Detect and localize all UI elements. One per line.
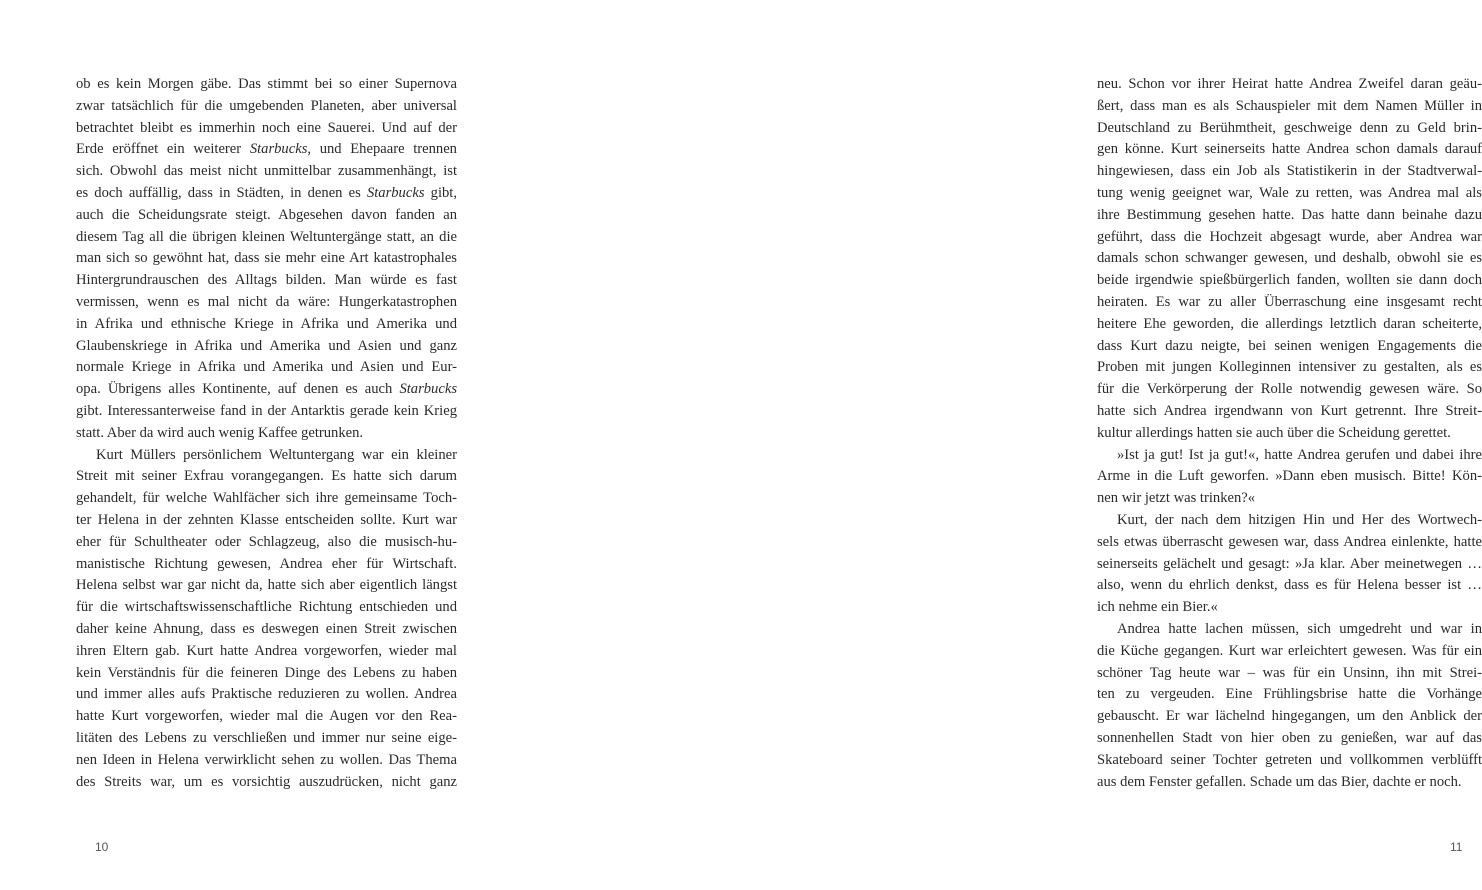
text-line: sich. Obwohl das meist nicht unmittelbar zusammenhängt, ist [76,163,457,180]
text-line: tung wenig geeignet war, Wale zu retten, was Andrea mal als [1097,184,1482,201]
text-line: zwar tatsächlich für die umgebenden Planeten, aber universal [76,97,457,114]
text-line: sonnenhellen Stadt von hier oben zu genießen, war auf das [1097,729,1482,746]
text-line: hatte Kurt vorgeworfen, wieder mal die Augen vor den Rea- [76,708,457,725]
text-line: und immer alles aufs Praktische reduzieren zu wollen. Andrea [76,686,457,703]
text-line: vermissen, wenn es mal nicht da wäre: Hungerkatastrophen [76,293,457,310]
text-line: ter Helena in der zehnten Klasse entscheiden sollte. Kurt war [76,511,457,528]
text-line: eher für Schultheater oder Schlagzeug, also die musisch-hu- [76,533,457,550]
text-line: für die wirtschaftswissenschaftliche Richtung entschieden und [76,599,457,616]
right-page-text [1097,74,1482,793]
text-line: gebauscht. Er war lächelnd hingegangen, um den Anblick der [1097,708,1482,725]
text-line: schöner Tag heute war – was für ein Unsinn, ihn mit Strei- [1097,664,1482,681]
text-line: ihre Bestimmung gesehen hatte. Das hatte dann beinahe dazu [1097,206,1482,223]
text-line: Proben mit jungen Kolleginnen intensiver zu gestalten, als es [1097,359,1482,376]
text-line: es doch auffällig, dass in Städten, in denen es Starbucks gibt, [76,184,457,201]
text-line: damals schon schwanger gewesen, und deshalb, obwohl sie es [1097,250,1482,267]
text-line: Kurt Müllers persönlichem Weltuntergang war ein kleiner [96,446,457,463]
text-line: nen Ideen in Helena verwirklicht sehen zu wollen. Das Thema [76,751,457,768]
left-page [0,0,518,890]
text-line: litäten des Lebens zu verschließen und immer nur seine eige- [76,729,457,746]
text-line: des Streits war, um es vorsichtig auszudrücken, nicht ganz [76,773,457,790]
text-line: aus dem Fenster gefallen. Schade um das Bier, dachte er noch. [1097,773,1462,790]
text-line: opa. Übrigens alles Kontinente, auf denen es auch Starbucks [76,381,457,398]
text-line: hingewiesen, dass ein Job als Statistikerin in der Stadtverwal- [1097,163,1482,180]
left-page-text [76,74,457,793]
text-line: hatte sich Andrea irgendwann von Kurt getrennt. Ihre Streit- [1097,402,1482,419]
text-line: kultur allerdings hatten sie auch über die Scheidung gerettet. [1097,424,1451,441]
text-line: auch die Scheidungsrate steigt. Abgesehen davon fanden an [76,206,457,223]
text-line: heiraten. Es war zu aller Überraschung eine insgesamt recht [1097,293,1482,310]
text-line: beide irgendwie spießbürgerlich fanden, wollten sie dann doch [1097,272,1482,289]
text-line: Erde eröffnet ein weiterer Starbucks, und Ehepaare trennen [76,141,457,158]
text-line: Andrea hatte lachen müssen, sich umgedreht und war in [1117,620,1482,637]
text-line: gen könne. Kurt seinerseits hatte Andrea schon damals darauf [1097,141,1482,158]
text-line: ich nehme ein Bier.« [1097,599,1218,616]
text-line: man sich so gewöhnt hat, dass sie mehr eine Art katastrophales [76,250,457,267]
text-line: in Afrika und ethnische Kriege in Afrika und Amerika und [76,315,457,332]
text-line: ob es kein Morgen gäbe. Das stimmt bei so einer Supernova [76,76,457,92]
text-line: Helena selbst war gar nicht da, hatte sich aber eigentlich längst [76,577,457,594]
page-number-right: 11 [1450,840,1463,854]
text-line: »Ist ja gut! Ist ja gut!«, hatte Andrea gerufen und dabei ihre [1117,446,1482,463]
text-line: für die Verkörperung der Rolle notwendig gewesen wäre. So [1097,381,1482,398]
text-line: betrachtet bleibt es immerhin noch eine Sauerei. Und auf der [76,119,457,136]
page-number-left: 10 [95,840,109,854]
text-line: also, wenn du ehrlich denkst, dass es für Helena besser ist … [1097,577,1482,594]
text-line: normale Kriege in Afrika und Amerika und Asien und Eur- [76,359,457,376]
text-line: manistische Richtung gewesen, Andrea eher für Wirtschaft. [76,555,457,572]
text-line: seinerseits gelächelt und gesagt: »Ja klar. Aber meinetwegen … [1097,555,1482,572]
text-line: daher keine Ahnung, dass es deswegen einen Streit zwischen [76,620,457,637]
text-line: Skateboard seiner Tochter getreten und vollkommen verblüfft [1097,751,1482,768]
text-line: Deutschland zu Berühmtheit, geschweige denn zu Geld brin- [1097,119,1482,136]
text-line: gibt. Interessanterweise fand in der Antarktis gerade kein Krieg [76,402,457,419]
text-line: ßert, dass man es als Schauspieler mit dem Namen Müller in [1097,97,1482,114]
text-line: ten zu vergeuden. Eine Frühlingsbrise hatte die Vorhänge [1097,686,1482,703]
text-line: heitere Ehe geworden, die allerdings letztlich daran scheiterte, [1097,315,1482,332]
text-line: ihren Eltern gab. Kurt hatte Andrea vorgeworfen, wieder mal [76,642,457,659]
text-line: Hintergrundrauschen des Alltags bilden. Man würde es fast [76,272,457,289]
text-line: die Küche gegangen. Kurt war erleichtert gewesen. Was für ein [1097,642,1482,659]
text-line: neu. Schon vor ihrer Heirat hatte Andrea Zweifel daran geäu- [1097,76,1482,92]
text-line: nen wir jetzt was trinken?« [1097,490,1256,507]
text-line: diesem Tag all die übrigen kleinen Weltuntergänge statt, an die [76,228,457,245]
text-line: Kurt, der nach dem hitzigen Hin und Her des Wortwech- [1117,511,1482,528]
text-line: dass Kurt dazu neigte, bei seinen wenigen Engagements die [1097,337,1482,354]
text-line: geführt, dass die Hochzeit abgesagt wurde, aber Andrea war [1097,228,1482,245]
right-page [518,0,1482,890]
text-line: Streit mit seiner Exfrau vorangegangen. Es hatte sich darum [76,468,457,485]
text-line: sels etwas überrascht gewesen war, dass Andrea einlenkte, hatte [1097,533,1482,550]
text-line: statt. Aber da wird auch wenig Kaffee getrunken. [76,424,364,441]
text-line: Arme in die Luft geworfen. »Dann eben musisch. Bitte! Kön- [1097,468,1482,485]
text-line: Glaubenskriege in Afrika und Amerika und Asien und ganz [76,337,457,354]
text-line: kein Verständnis für die feineren Dinge des Lebens zu haben [76,664,457,681]
text-line: gehandelt, für welche Wahlfächer sich ihre gemeinsame Toch- [76,490,457,507]
